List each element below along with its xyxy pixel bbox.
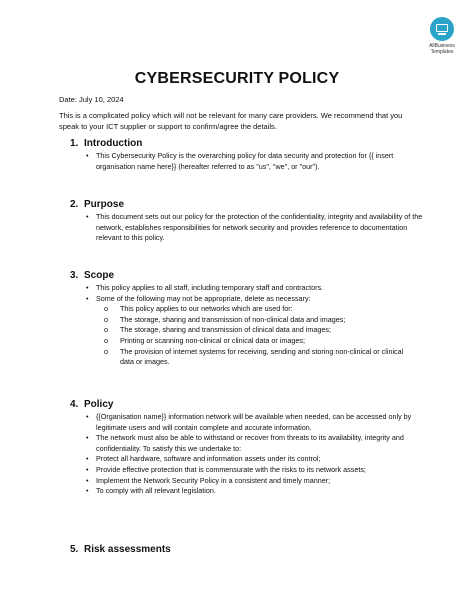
section-heading xyxy=(70,544,171,556)
sub-bullet-item: o The storage, sharing and transmission of non-clinical data and images; xyxy=(104,314,346,324)
section-title: Purpose xyxy=(84,199,125,210)
sub-bullet-icon: o xyxy=(104,335,108,345)
bullet-icon: • xyxy=(86,293,89,303)
section-risk-assessments xyxy=(70,544,171,556)
intro-paragraph: This is a complicated policy which will not be relevant for many care providers. We recommend that you speak to your ICT supplier or support to confirm/agree the details. xyxy=(59,111,403,131)
bullet-icon: • xyxy=(86,475,89,485)
sub-bullet-item: o This policy applies to our networks which are used for: xyxy=(104,304,293,314)
section-number: 5. xyxy=(70,544,79,555)
bullet-item: • The network must also be able to withstand or recover from threats to its availability, integrity and confidentiality. To satisfy this we undertake to: xyxy=(86,433,404,453)
bullet-icon: • xyxy=(86,151,89,160)
section-heading xyxy=(70,270,400,282)
brand-logo[interactable] xyxy=(422,17,462,55)
section-heading xyxy=(70,138,400,150)
section-introduction xyxy=(70,138,400,172)
section-heading xyxy=(70,399,400,411)
section-number: 4. xyxy=(70,399,79,410)
sub-bullet-icon: o xyxy=(104,314,108,324)
bullet-icon: • xyxy=(86,433,89,443)
sub-bullet-icon: o xyxy=(104,325,108,335)
bullet-item: • Provide effective protection that is commensurate with the risks to its network assets; xyxy=(86,464,366,474)
sub-bullet-icon: o xyxy=(104,304,108,314)
section-purpose xyxy=(70,199,423,244)
bullet-item: • {{Organisation name}} information network will be available when needed, can be accessed only by legitimate users and will contain complete and accurate information. xyxy=(86,412,412,432)
bullet-icon: • xyxy=(86,212,89,221)
bullet-item: • Protect all hardware, software and information assets under its control; xyxy=(86,454,321,464)
bullet-item: • To comply with all relevant legislation. xyxy=(86,486,216,496)
section-title: Policy xyxy=(84,399,114,410)
sub-bullet-item: o The provision of internet systems for receiving, sending and storing non-clinical or clinical data or images. xyxy=(104,346,404,367)
section-scope xyxy=(70,270,404,368)
bullet-item: • Implement the Network Security Policy in a consistent and timely manner; xyxy=(86,475,331,485)
bullet-item: • This policy applies to all staff, including temporary staff and contractors. xyxy=(86,283,324,292)
section-number: 1. xyxy=(70,138,79,149)
sub-bullet-item: o Printing or scanning non-clinical or clinical data or images; xyxy=(104,335,305,345)
bullet-icon: • xyxy=(86,464,89,474)
bullet-item: • Some of the following may not be appropriate, delete as necessary: xyxy=(86,293,311,303)
section-title: Introduction xyxy=(84,138,143,149)
document-date: Date: July 10, 2024 xyxy=(59,95,124,104)
section-number: 2. xyxy=(70,199,79,210)
monitor-icon xyxy=(430,17,454,41)
section-heading xyxy=(70,199,400,211)
section-title: Scope xyxy=(84,270,115,281)
bullet-icon: • xyxy=(86,454,89,464)
document-title: CYBERSECURITY POLICY xyxy=(134,70,340,87)
section-title: Risk assessments xyxy=(84,544,171,555)
bullet-icon: • xyxy=(86,486,89,496)
section-policy xyxy=(70,399,412,497)
logo-text: AllBusiness Templates xyxy=(429,43,455,55)
sub-bullet-icon: o xyxy=(104,346,108,356)
bullet-icon: • xyxy=(86,412,89,421)
sub-bullet-item: o The storage, sharing and transmission of clinical data and images; xyxy=(104,325,331,335)
bullet-icon: • xyxy=(86,283,89,292)
bullet-item: • This document sets out our policy for the protection of the confidentiality, integrity and availability of the network, establishes responsibilities for network security and provides reference to documentation relevant to this policy. xyxy=(86,212,423,243)
section-number: 3. xyxy=(70,270,79,281)
bullet-item: • This Cybersecurity Policy is the overarching policy for data security and protection for {{ insert organisation name here}} (hereafter referred to as "us", "we", or "our"). xyxy=(86,151,394,171)
